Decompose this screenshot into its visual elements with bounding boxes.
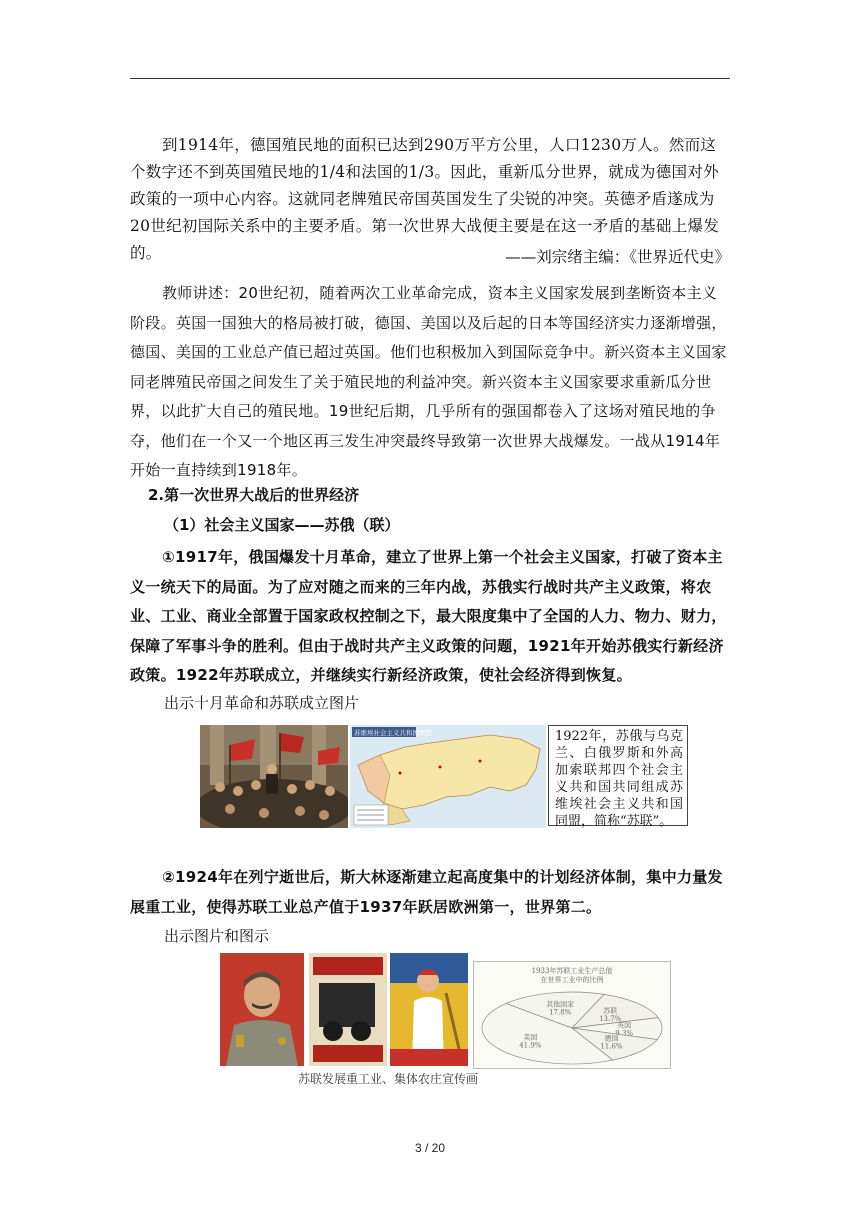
collective-farm-poster: [390, 953, 468, 1066]
pie-value-0: 41.9%: [519, 1041, 542, 1050]
quote-source: ——刘宗绪主编：《世界近代史》: [505, 248, 730, 266]
point-one-paragraph: ①1917年，俄国爆发十月革命，建立了世界上第一个社会主义国家，打破了资本主义一统天下的局面。为了应对随之而来的三年内战，苏俄实行战时共产主义政策，将农业、工业、商业全部置于国家政权控制之下，最大限度集中了全国的人力、物力、财力，保障了军事斗争的胜利。但由于战时共产主义政策的问题，1921年开始苏俄实行新经济政策。1922年苏联成立，并继续实行新经济政策，使社会经济得到恢复。: [130, 548, 727, 684]
industry-share-pie-chart: [473, 961, 671, 1069]
stalin-portrait: [220, 953, 304, 1066]
pie-value-2: 13.7%: [599, 1014, 622, 1023]
pie-value-1: 17.8%: [549, 1008, 572, 1017]
section-title: 2.第一次世界大战后的世界经济: [148, 486, 360, 504]
figure2-caption: 苏联发展重工业、集体农庄宣传画: [298, 1072, 479, 1086]
figure2-instruction: 出示图片和图示: [164, 927, 270, 945]
revolution-painting: [200, 725, 348, 828]
quote-paragraph: 到1914年，德国殖民地的面积已达到290万平方公里，人口1230万人。然而这个数字还不到英国殖民地的1/4和法国的1/3。因此，重新瓜分世界，就成为德国对外政策的一项中心内容。这就同老牌殖民帝国英国发生了尖锐的冲突。英德矛盾遂成为20世纪初国际关系中的主要矛盾。第一次世界大战便主要是在这一矛盾的基础上爆发的。: [130, 136, 720, 262]
teacher-narration: 教师讲述：20世纪初，随着两次工业革命完成，资本主义国家发展到垄断资本主义阶段。英国一国独大的格局被打破，德国、美国以及后起的日本等国经济实力逐渐增强，德国、美国的工业总产值已超过英国。他们也积极加入到国际竞争中。新兴资本主义国家同老牌殖民帝国之间发生了关于殖民地的利益冲突。新兴资本主义国家要求重新瓜分世界，以此扩大自己的殖民地。19世纪后期，几乎所有的强国都卷入了这场对殖民地的争夺，他们在一个又一个地区再三发生冲突最终导致第一次世界大战爆发。一战从1914年开始一直持续到1918年。: [130, 284, 727, 479]
pie-label-4: 德国: [604, 1034, 619, 1043]
page-number: 3 / 20: [414, 1141, 446, 1155]
point-two-paragraph: ②1924年在列宁逝世后，斯大林逐渐建立起高度集中的计划经济体制，集中力量发展重工业，使得苏联工业总产值于1937年跃居欧洲第一，世界第二。: [130, 868, 723, 916]
map-title: 苏维埃社会主义共和国联盟: [354, 729, 432, 737]
header-rule: [130, 78, 730, 79]
pie-value-4: 11.6%: [600, 1042, 623, 1051]
pie-label-0: 美国: [523, 1033, 538, 1042]
pie-title-line1: 1933年苏联工业生产总值: [531, 967, 613, 975]
soviet-union-map: [350, 725, 546, 828]
pie-label-1: 其他国家: [546, 1000, 575, 1009]
subsection-title: （1）社会主义国家——苏俄（联）: [164, 516, 400, 534]
pie-label-2: 苏联: [603, 1006, 618, 1015]
heavy-industry-figure: [220, 953, 670, 1068]
pie-title-line2: 在世界工业中的比例: [540, 976, 604, 984]
ussr-formation-note: 1922年，苏俄与乌克兰、白俄罗斯和外高加索联邦四个社会主义共和国共同组成苏维埃社会主义共和国同盟，简称“苏联”。: [548, 725, 688, 826]
locomotive-poster: [309, 953, 387, 1066]
october-revolution-figure: [200, 725, 692, 828]
figure1-instruction: 出示十月革命和苏联成立图片: [164, 694, 360, 712]
pie-value-3: 9.3%: [615, 1029, 634, 1038]
pie-label-3: 英国: [617, 1021, 632, 1030]
